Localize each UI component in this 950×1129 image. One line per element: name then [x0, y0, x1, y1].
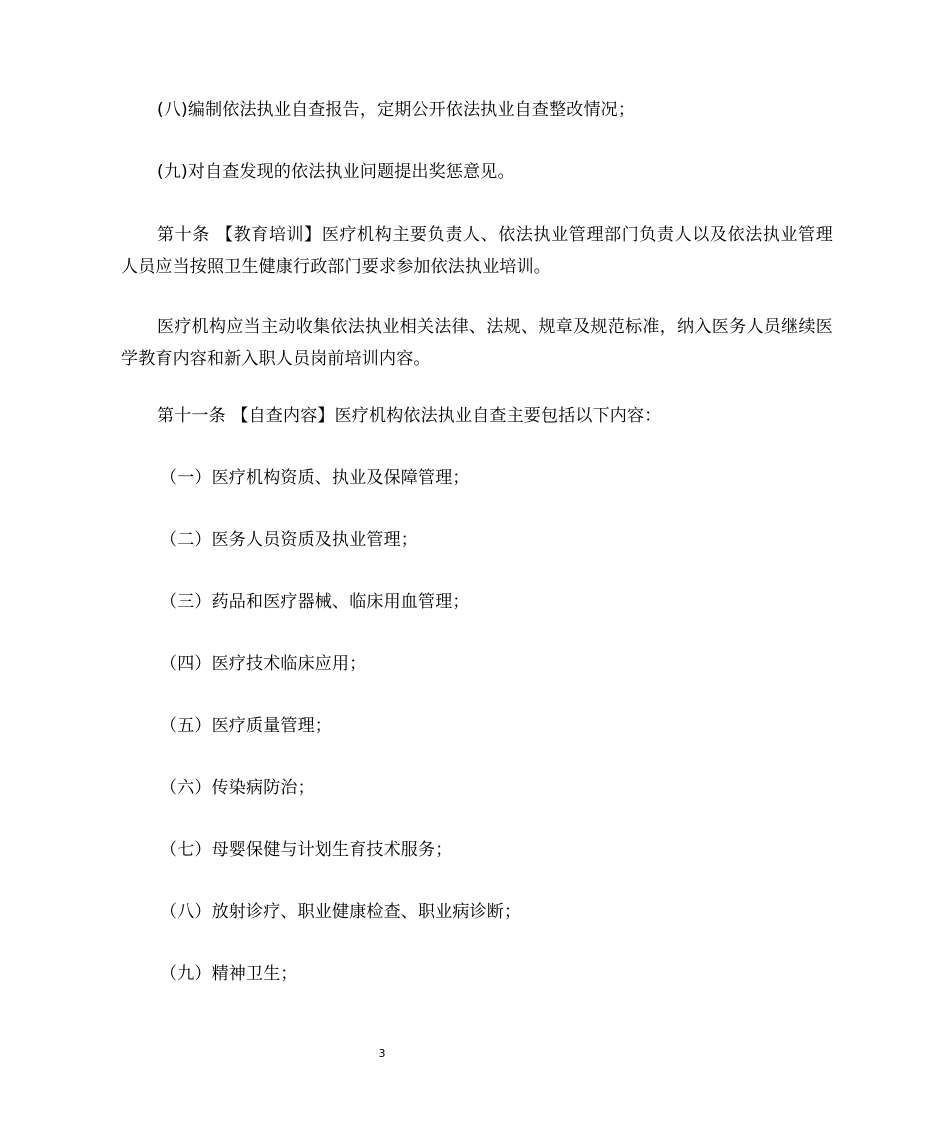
article-10-paragraph: 第十条 【教育培训】医疗机构主要负责人、依法执业管理部门负责人以及依法执业管理人员应当按照卫生健康行政部门要求参加依法执业培训。 [121, 225, 833, 277]
list-item: （三）药品和医疗器械、临床用血管理； [160, 592, 470, 612]
article-10-paragraph-2: 医疗机构应当主动收集依法执业相关法律、法规、规章及规范标准，纳入医务人员继续医学教育内容和新入职人员岗前培训内容。 [121, 317, 833, 369]
item-9-prev-line: (九)对自查发现的依法执业问题提出奖惩意见。 [157, 162, 515, 182]
list-item: （八）放射诊疗、职业健康检查、职业病诊断； [160, 902, 522, 922]
list-item: （二）医务人员资质及执业管理； [160, 530, 418, 550]
article-11-heading: 第十一条 【自查内容】医疗机构依法执业自查主要包括以下内容： [157, 406, 662, 426]
list-item: （九）精神卫生； [160, 964, 298, 984]
list-item: （七）母婴保健与计划生育技术服务； [160, 840, 453, 860]
page-number: 3 [378, 1047, 386, 1060]
item-8-prev-line: (八)编制依法执业自查报告，定期公开依法执业自查整改情况； [157, 100, 636, 120]
list-item: （一）医疗机构资质、执业及保障管理； [160, 468, 470, 488]
list-item: （四）医疗技术临床应用； [160, 654, 367, 674]
list-item: （六）传染病防治； [160, 778, 315, 798]
list-item: （五）医疗质量管理； [160, 716, 332, 736]
